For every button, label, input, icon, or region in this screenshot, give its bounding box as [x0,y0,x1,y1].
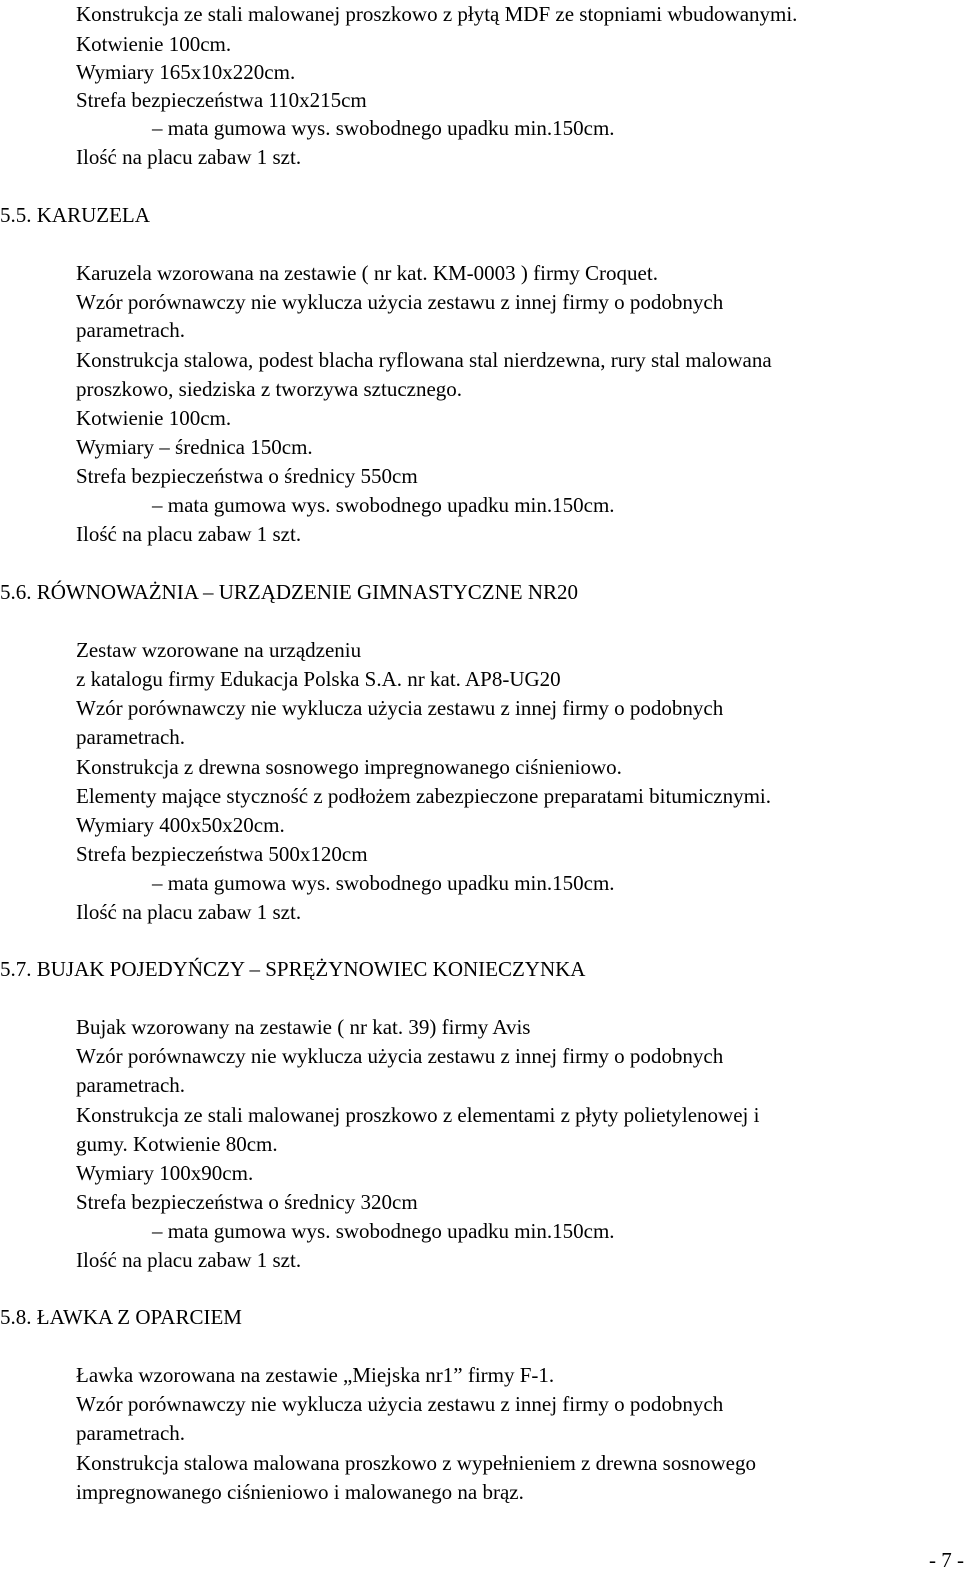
section-line: Wzór porównawczy nie wyklucza użycia zestawu z innej firmy o podobnych [76,696,724,720]
section-line: Karuzela wzorowana na zestawie ( nr kat. KM-0003 ) firmy Croquet. [76,261,658,285]
section-heading: 5.8. ŁAWKA Z OPARCIEM [0,1305,242,1329]
intro-line: Kotwienie 100cm. [76,32,232,56]
section-line: Konstrukcja stalowa, podest blacha ryflowana stal nierdzewna, rury stal malowana [76,348,772,372]
section-line: Strefa bezpieczeństwa 500x120cm [76,842,368,866]
intro-line: Ilość na placu zabaw 1 szt. [76,145,302,169]
section-line: Wymiary 100x90cm. [76,1161,254,1185]
section-line: Ilość na placu zabaw 1 szt. [76,522,302,546]
section-line: parametrach. [76,1421,186,1445]
section-line: Konstrukcja ze stali malowanej proszkowo z elementami z płyty polietylenowej i [76,1103,760,1127]
section-line: Kotwienie 100cm. [76,406,232,430]
section-line: Ławka wzorowana na zestawie „Miejska nr1” firmy F-1. [76,1363,555,1387]
section-line: Konstrukcja z drewna sosnowego impregnowanego ciśnieniowo. [76,755,622,779]
section-line: Elementy mające styczność z podłożem zabezpieczone preparatami bitumicznymi. [76,784,772,808]
section-line: Wzór porównawczy nie wyklucza użycia zestawu z innej firmy o podobnych [76,290,724,314]
page-number: - 7 - [929,1548,964,1572]
section-line: z katalogu firmy Edukacja Polska S.A. nr kat. AP8-UG20 [76,667,561,691]
section-line: Wymiary – średnica 150cm. [76,435,313,459]
section-line: Wzór porównawczy nie wyklucza użycia zestawu z innej firmy o podobnych [76,1044,724,1068]
intro-line: Strefa bezpieczeństwa 110x215cm [76,88,367,112]
section-line: – mata gumowa wys. swobodnego upadku min.150cm. [152,493,615,517]
section-line: parametrach. [76,725,186,749]
section-line: Zestaw wzorowane na urządzeniu [76,638,362,662]
section-line: Bujak wzorowany na zestawie ( nr kat. 39) firmy Avis [76,1015,531,1039]
section-line: gumy. Kotwienie 80cm. [76,1132,278,1156]
section-line: parametrach. [76,318,186,342]
section-line: impregnowanego ciśnieniowo i malowanego na brąz. [76,1480,524,1504]
section-line: parametrach. [76,1073,186,1097]
section-line: – mata gumowa wys. swobodnego upadku min.150cm. [152,1219,615,1243]
section-heading: 5.7. BUJAK POJEDYŃCZY – SPRĘŻYNOWIEC KONIECZYNKA [0,957,586,981]
intro-line: – mata gumowa wys. swobodnego upadku min.150cm. [152,116,615,140]
section-line: Ilość na placu zabaw 1 szt. [76,900,302,924]
section-heading: 5.5. KARUZELA [0,203,150,227]
section-line: Wzór porównawczy nie wyklucza użycia zestawu z innej firmy o podobnych [76,1392,724,1416]
section-line: Ilość na placu zabaw 1 szt. [76,1248,302,1272]
section-line: – mata gumowa wys. swobodnego upadku min.150cm. [152,871,615,895]
section-line: Strefa bezpieczeństwa o średnicy 550cm [76,464,418,488]
section-line: Wymiary 400x50x20cm. [76,813,285,837]
intro-line: Konstrukcja ze stali malowanej proszkowo z płytą MDF ze stopniami wbudowanymi. [76,2,798,26]
intro-line: Wymiary 165x10x220cm. [76,60,296,84]
section-line: proszkowo, siedziska z tworzywa sztucznego. [76,377,463,401]
section-heading: 5.6. RÓWNOWAŻNIA – URZĄDZENIE GIMNASTYCZNE NR20 [0,580,579,604]
section-line: Konstrukcja stalowa malowana proszkowo z wypełnieniem z drewna sosnowego [76,1451,756,1475]
section-line: Strefa bezpieczeństwa o średnicy 320cm [76,1190,418,1214]
